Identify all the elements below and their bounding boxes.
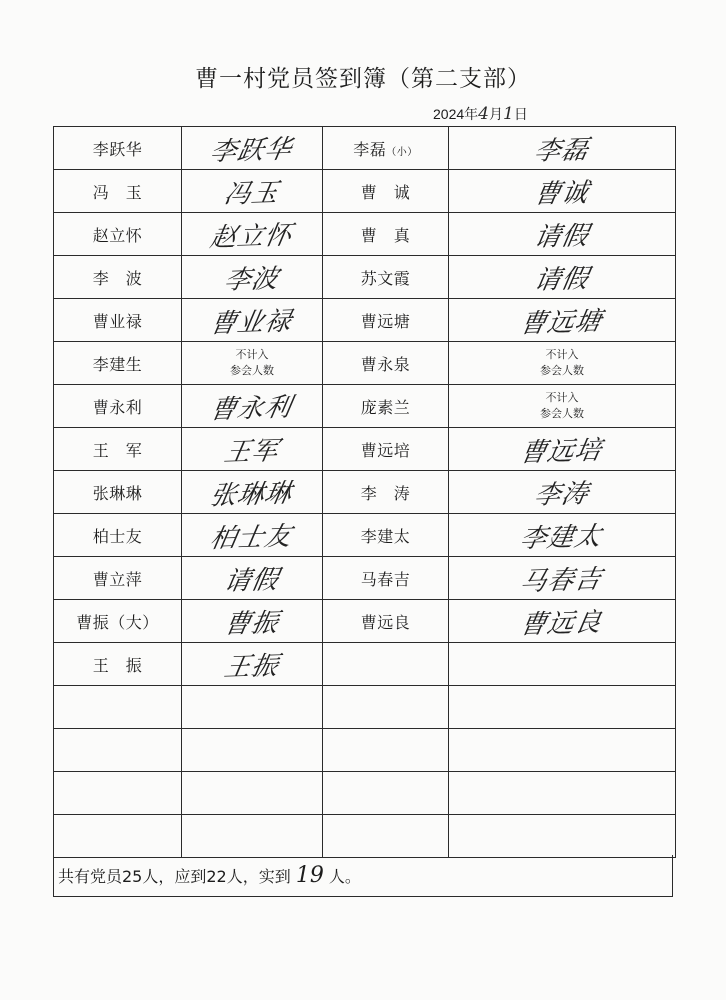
member-name-cell [54,170,182,213]
attendance-remark [449,347,675,379]
summary-suffix: 人。 [328,867,361,886]
signature-cell [182,342,323,385]
member-name-cell [54,514,182,557]
signature-cell [449,557,676,600]
member-name: 张琳琳 [92,483,143,503]
remark-line: 参会人数 [540,407,584,420]
member-name-cell [54,127,182,170]
member-name: 曹远良 [360,612,411,632]
signature-cell [182,815,323,858]
signature-cell [182,213,323,256]
remark-line: 参会人数 [230,364,274,377]
member-name-cell [323,342,449,385]
table-row [54,170,676,213]
handwritten-signature: 请假 [221,564,282,597]
member-name-cell [54,557,182,600]
signature-cell [182,170,323,213]
handwritten-signature: 请假 [531,263,592,296]
member-name-cell [54,729,182,772]
table-row [54,127,676,170]
handwritten-signature: 柏士友 [208,521,295,554]
member-name: 李建生 [92,354,143,374]
member-name: 赵立怀 [92,225,143,245]
signature-cell [449,600,676,643]
member-name: 冯 玉 [92,182,143,202]
member-name: 李 涛 [360,483,411,503]
member-name: 柏士友 [92,526,143,546]
member-name: 李建太 [360,526,411,546]
member-name-cell [54,643,182,686]
member-name-cell [323,299,449,342]
signature-cell [182,428,323,471]
remark-line: 不计入 [545,348,579,361]
signature-cell [182,256,323,299]
table-row [54,213,676,256]
handwritten-signature: 李跃华 [208,134,295,167]
signature-cell [449,256,676,299]
handwritten-signature: 曹永利 [208,392,295,425]
handwritten-signature: 请假 [531,220,592,253]
table-row [54,600,676,643]
table-row [54,772,676,815]
member-name-cell [323,471,449,514]
member-name-cell [323,170,449,213]
signature-cell [449,686,676,729]
signature-cell [449,471,676,514]
table-row [54,815,676,858]
member-name-cell [54,342,182,385]
handwritten-signature: 曹振 [221,607,282,640]
member-name-note: （小） [386,146,418,158]
member-name: 王 军 [92,440,143,460]
member-name-cell [54,299,182,342]
member-name-cell [323,729,449,772]
handwritten-signature: 曹远良 [518,607,605,640]
signature-cell [182,557,323,600]
handwritten-signature: 李涛 [531,478,592,511]
handwritten-signature: 曹远塘 [518,306,605,339]
attendance-table [53,126,676,858]
handwritten-signature: 李波 [221,263,282,296]
handwritten-signature: 曹诚 [531,177,592,210]
signature-cell [449,170,676,213]
table-row [54,557,676,600]
handwritten-signature: 冯玉 [221,177,282,210]
signature-cell [449,127,676,170]
signature-cell [449,815,676,858]
document-title: 曹一村党员签到簿（第二支部） [195,66,531,92]
member-name: 曹永泉 [360,354,411,374]
member-name: 曹远塘 [360,311,411,331]
signature-cell [449,729,676,772]
member-name: 李磊 [353,139,387,159]
table-row [54,385,676,428]
member-name: 曹 真 [360,225,411,245]
table-row [54,256,676,299]
handwritten-signature: 赵立怀 [208,220,295,253]
member-name-cell [323,514,449,557]
signature-cell [449,643,676,686]
summary-actual-count: 19 [295,863,324,888]
signature-cell [182,385,323,428]
member-name-cell [54,385,182,428]
handwritten-signature: 马春吉 [518,564,605,597]
date-day-label: 日 [513,106,528,122]
signature-cell [449,299,676,342]
signature-cell [449,385,676,428]
member-name-cell [323,256,449,299]
signature-cell [449,772,676,815]
table-row [54,428,676,471]
date-month-handwritten: 4 [478,104,489,124]
attendance-remark [449,390,675,422]
handwritten-signature: 李磊 [531,134,592,167]
date-day-handwritten: 1 [502,104,514,124]
member-name: 庞素兰 [360,397,411,417]
member-name-cell [323,600,449,643]
member-name-cell [323,213,449,256]
handwritten-signature: 王振 [221,650,282,683]
handwritten-signature: 王军 [221,435,282,468]
signature-cell [182,643,323,686]
signature-cell [449,514,676,557]
signature-cell [182,772,323,815]
table-row [54,514,676,557]
table-row [54,299,676,342]
member-name: 曹立萍 [92,569,143,589]
member-name: 李 波 [92,268,143,288]
member-name-cell [54,600,182,643]
member-name: 王 振 [92,655,143,675]
member-name-cell [323,772,449,815]
table-row [54,342,676,385]
signature-cell [182,600,323,643]
signature-cell [182,514,323,557]
member-name-cell [54,471,182,514]
member-name-cell [323,385,449,428]
member-name: 曹业禄 [92,311,143,331]
member-name-cell [54,428,182,471]
signature-cell [449,342,676,385]
handwritten-signature: 曹业禄 [208,306,295,339]
signature-cell [182,471,323,514]
date-year: 2024年 [433,106,479,122]
member-name-cell [323,643,449,686]
handwritten-signature: 曹远培 [518,435,605,468]
date-month-label: 月 [488,106,503,122]
handwritten-signature: 李建太 [518,521,605,554]
signature-cell [182,729,323,772]
member-name: 曹 诚 [360,182,411,202]
attendance-remark [182,347,322,379]
summary-text: 共有党员25人，应到22人，实到 [58,867,291,886]
member-name-cell [323,428,449,471]
remark-line: 参会人数 [540,364,584,377]
member-name-cell [323,557,449,600]
attendance-summary [53,855,673,897]
member-name: 曹远培 [360,440,411,460]
member-name-cell [54,772,182,815]
member-name-cell [54,686,182,729]
table-row [54,643,676,686]
table-row [54,686,676,729]
attendance-table-body [54,127,676,858]
member-name: 马春吉 [360,569,411,589]
signature-cell [449,428,676,471]
member-name: 李跃华 [92,139,143,159]
sign-date [433,104,528,124]
member-name-cell [323,686,449,729]
signature-cell [182,127,323,170]
member-name-cell [323,815,449,858]
table-row [54,471,676,514]
remark-line: 不计入 [545,391,579,404]
table-row [54,729,676,772]
member-name: 曹永利 [92,397,143,417]
handwritten-signature: 张琳琳 [208,478,295,511]
signature-cell [449,213,676,256]
remark-line: 不计入 [235,348,269,361]
member-name-cell [323,127,449,170]
signature-cell [182,299,323,342]
signature-cell [182,686,323,729]
member-name: 苏文霞 [360,268,411,288]
member-name-cell [54,815,182,858]
member-name: 曹振（大） [76,612,159,632]
member-name-cell [54,256,182,299]
member-name-cell [54,213,182,256]
